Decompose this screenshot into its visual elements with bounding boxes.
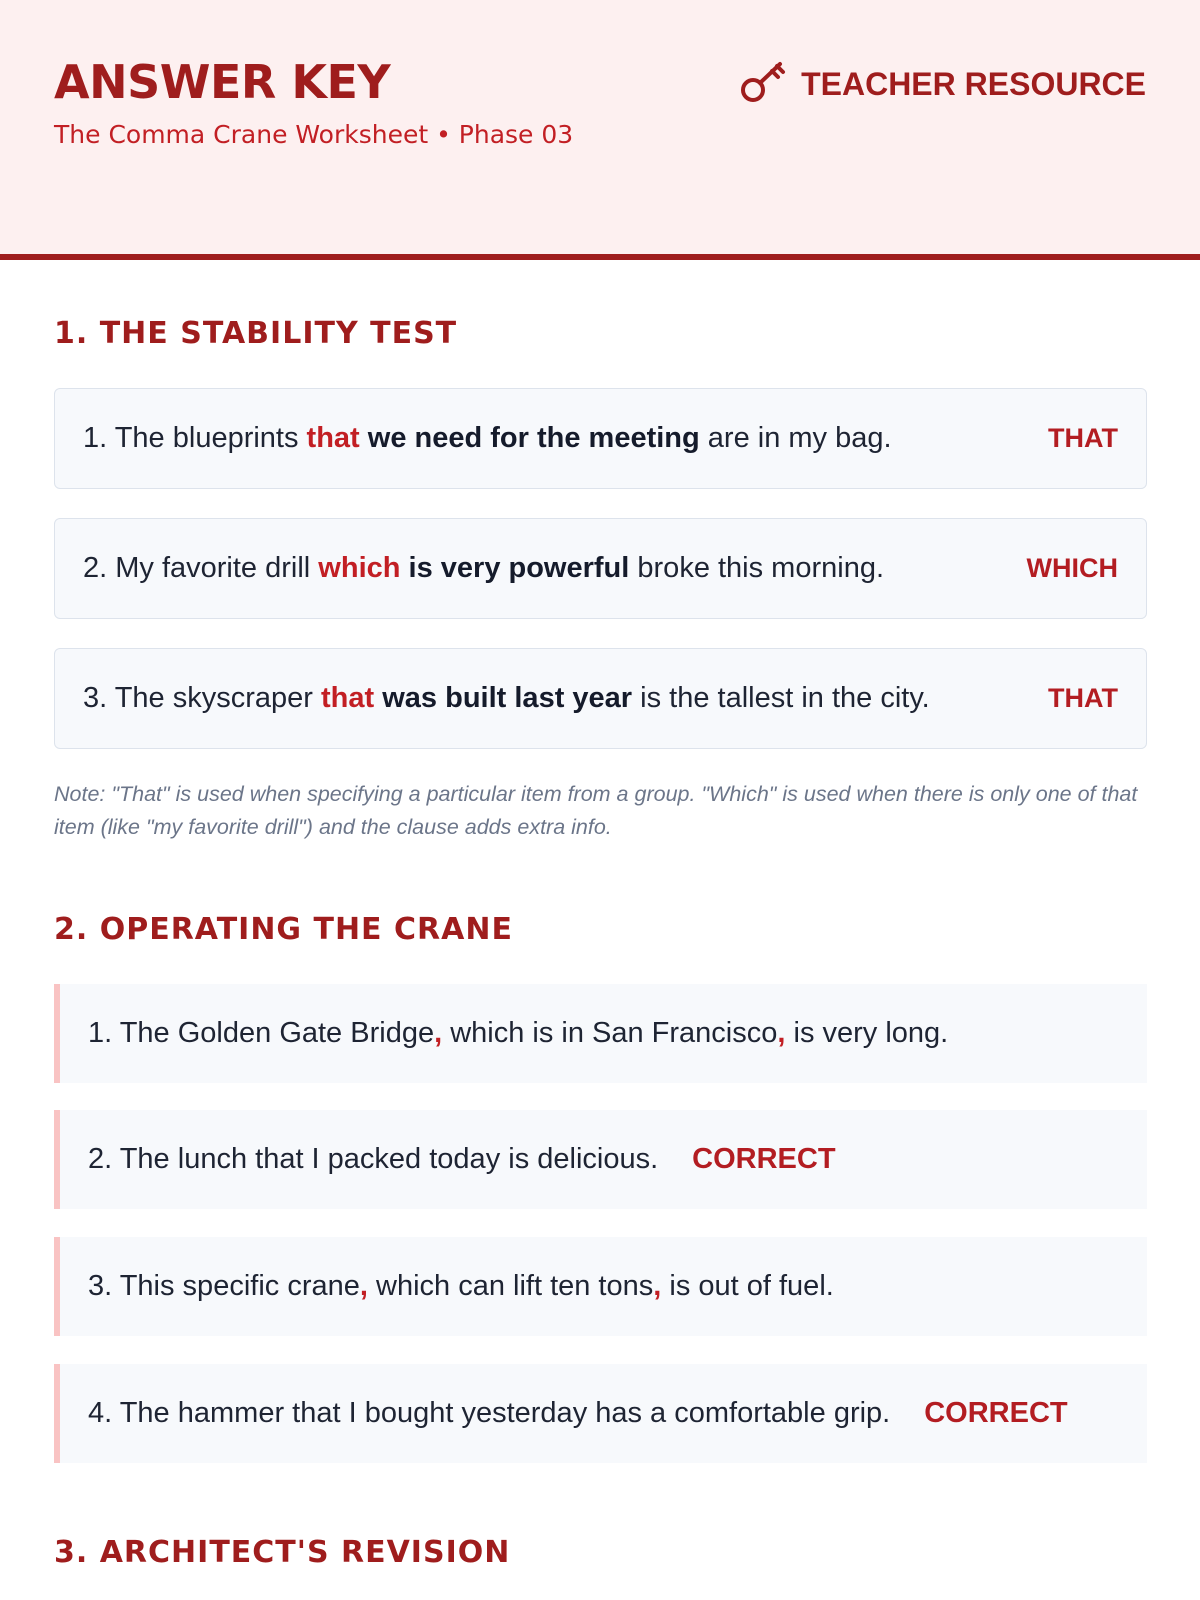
inserted-comma: , bbox=[777, 1017, 786, 1049]
relative-clause: we need for the meeting bbox=[367, 422, 700, 454]
stability-item-3 bbox=[54, 648, 1147, 749]
relative-pronoun: which bbox=[318, 552, 401, 584]
inserted-comma: , bbox=[434, 1017, 443, 1049]
usage-note: Note: "That" is used when specifying a particular item from a group. "Which" is used when there is only one of that item (like "my favorite drill") and the clause adds extra info. bbox=[54, 782, 1138, 839]
teacher-resource-badge bbox=[739, 58, 1146, 111]
relative-clause: was built last year bbox=[382, 682, 633, 714]
crane-item-1 bbox=[54, 984, 1147, 1083]
inserted-comma: , bbox=[359, 1270, 368, 1302]
sentence: 4. The hammer that I bought yesterday has a comfortable grip. bbox=[88, 1397, 891, 1429]
answer-label: WHICH bbox=[1026, 553, 1118, 583]
correct-label: CORRECT bbox=[692, 1143, 836, 1175]
crane-item-3 bbox=[54, 1237, 1147, 1336]
sentence: 1. The Golden Gate Bridge, which is in San Francisco, is very long. bbox=[88, 1017, 949, 1049]
sentence: 1. The blueprints that we need for the meeting are in my bag. bbox=[83, 422, 892, 454]
answer-key-header bbox=[0, 0, 1200, 260]
teacher-resource-label: TEACHER RESOURCE bbox=[801, 66, 1146, 102]
section-title-architects-revision: 3. ARCHITECT'S REVISION bbox=[54, 1535, 511, 1570]
stability-item-1 bbox=[54, 388, 1147, 489]
relative-clause: is very powerful bbox=[408, 552, 630, 584]
correct-label: CORRECT bbox=[924, 1397, 1068, 1429]
stability-item-2 bbox=[54, 518, 1147, 619]
crane-item-4 bbox=[54, 1364, 1147, 1463]
answer-label: THAT bbox=[1048, 423, 1118, 453]
sentence: 2. My favorite drill which is very powerful broke this morning. bbox=[83, 552, 885, 584]
key-icon bbox=[739, 58, 787, 111]
page-subtitle: The Comma Crane Worksheet • Phase 03 bbox=[54, 120, 574, 149]
answer-label: THAT bbox=[1048, 683, 1118, 713]
relative-pronoun: that bbox=[321, 682, 375, 714]
page-title: ANSWER KEY bbox=[54, 55, 391, 109]
sentence: 3. The skyscraper that was built last year is the tallest in the city. bbox=[83, 682, 930, 714]
section-title-stability-test: 1. THE STABILITY TEST bbox=[54, 316, 458, 351]
inserted-comma: , bbox=[653, 1270, 662, 1302]
sentence: 2. The lunch that I packed today is delicious. bbox=[88, 1143, 659, 1175]
section-title-operating-crane: 2. OPERATING THE CRANE bbox=[54, 912, 513, 947]
crane-item-2 bbox=[54, 1110, 1147, 1209]
sentence: 3. This specific crane, which can lift ten tons, is out of fuel. bbox=[88, 1270, 834, 1302]
relative-pronoun: that bbox=[306, 422, 360, 454]
